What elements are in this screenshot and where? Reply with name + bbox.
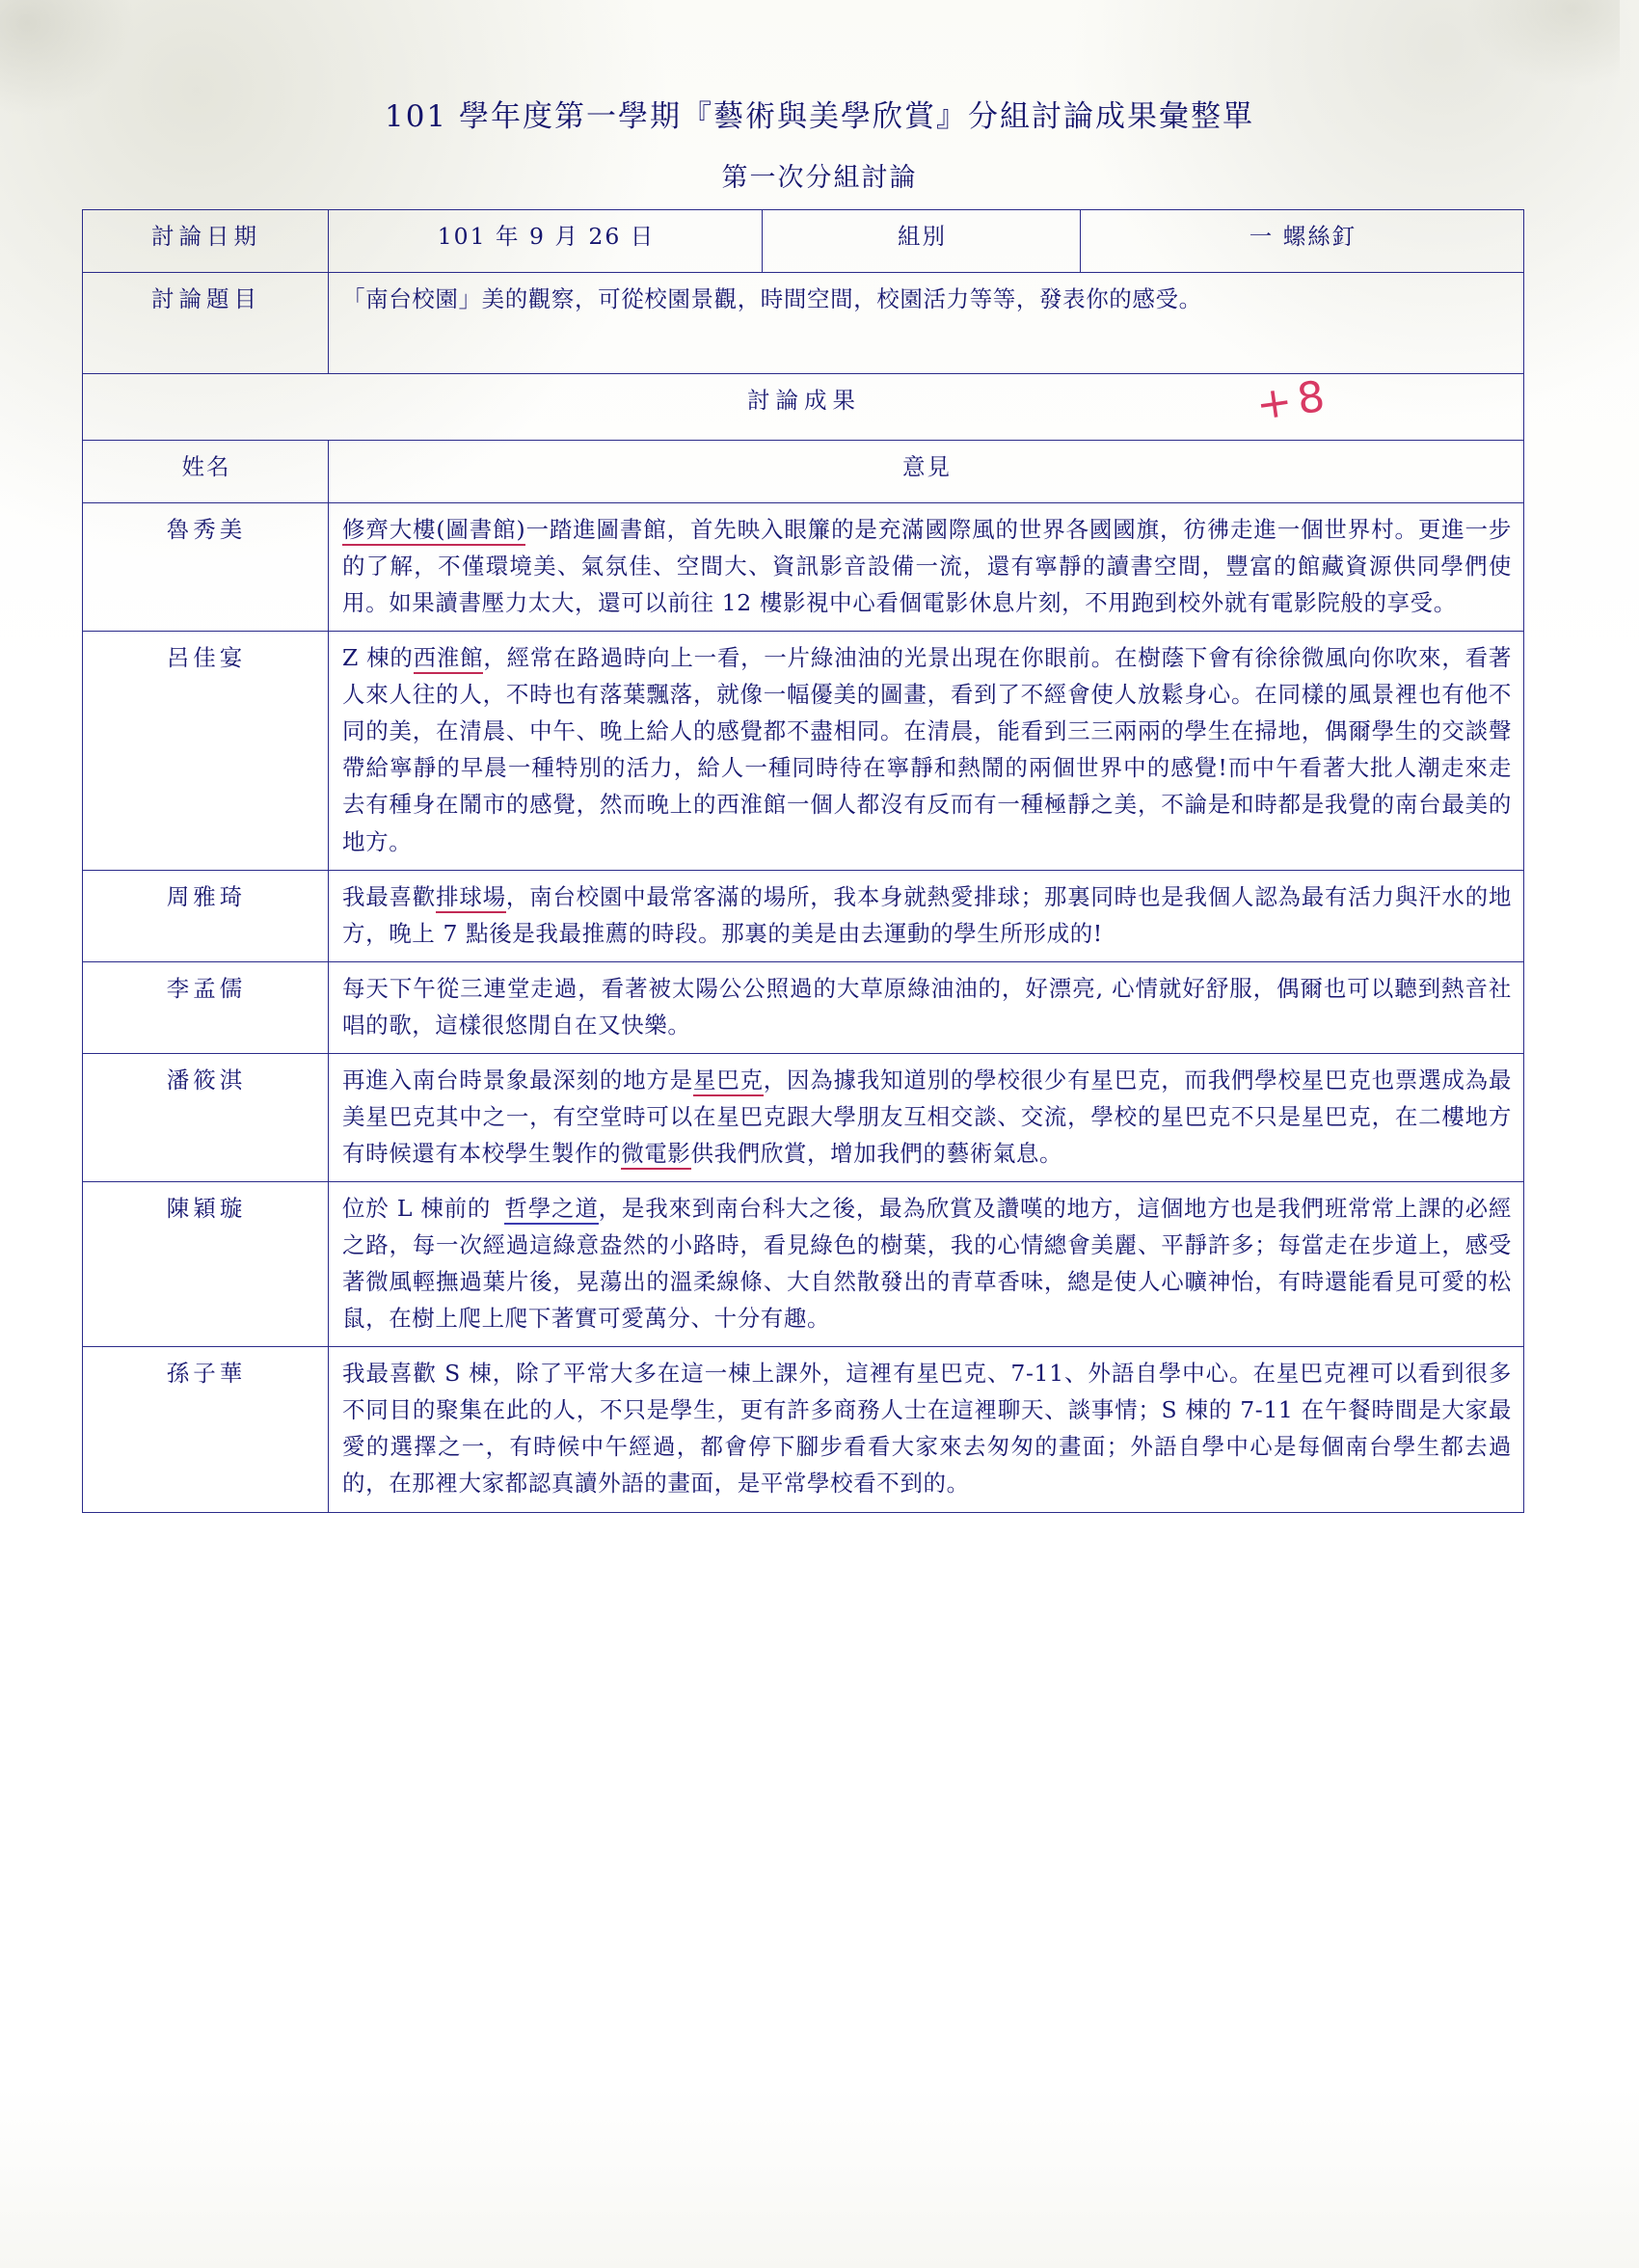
student-opinion: [329, 632, 1524, 870]
scan-smudge-right: [1465, 0, 1620, 87]
topic-value: 「南台校園」美的觀察，可從校園景觀，時間空間，校園活力等等，發表你的感受。: [329, 273, 1524, 374]
table-row-results-banner: [83, 374, 1524, 441]
opinion-text: ，是我來到南台科大之後，最為欣賞及讚嘆的地方，這個地方也是我們班常常上課的必經之路，每一次經過這綠意盎然的小路時，看見綠色的樹葉，我的心情總會美麗、平靜許多；每當走在步道上，感受著微風輕撫過葉片後，晃蕩出的溫柔線條、大自然散發出的青草香味，總是使人心曠神怡，有時還能看見可愛的松鼠，在樹上爬上爬下著實可愛萬分、十分有趣。: [342, 1195, 1512, 1333]
discussion-form-table: [82, 209, 1524, 1513]
table-row-date: [83, 210, 1524, 273]
opinion-text-2: 供我們欣賞，增加我們的藝術氣息。: [690, 1139, 1063, 1167]
table-row: [83, 1053, 1524, 1181]
opinion-text: 一踏進圖書館，首先映入眼簾的是充滿國際風的世界各國國旗，彷彿走進一個世界村。更進一步的了解，不僅環境美、氣氛佳、空間大、資訊影音設備一流，還有寧靜的讀書空間，豐富的館藏資源供同學們使用。如果讀書壓力太大，還可以前往 12 樓影視中心看個電影休息片刻，不用跑到校外就有電影院般的享受。: [342, 516, 1512, 617]
student-opinion: [329, 503, 1524, 632]
table-row: [83, 961, 1524, 1053]
student-opinion: 每天下午從三連堂走過，看著被太陽公公照過的大草原綠油油的，好漂亮, 心情就好舒服，偶爾也可以聽到熱音社唱的歌，這樣很悠閒自在又快樂。: [329, 961, 1524, 1053]
student-opinion: [329, 1182, 1524, 1347]
opinion-highlight: 星巴克: [693, 1066, 764, 1096]
table-row-topic: [83, 273, 1524, 374]
group-label: 組別: [763, 210, 1081, 273]
student-name: 呂佳宴: [83, 632, 329, 870]
results-banner-text: 討論成果: [747, 387, 861, 414]
opinion-highlight-2: 微電影: [621, 1140, 690, 1170]
student-opinion: [329, 1053, 1524, 1181]
topic-label: 討論題目: [83, 273, 329, 374]
table-row-column-headers: [83, 441, 1524, 503]
opinion-highlight: 哲學之道: [504, 1195, 598, 1225]
opinion-prefix: 再進入南台時景象最深刻的地方是: [342, 1066, 693, 1094]
document-body: [82, 92, 1557, 1513]
date-value: 101 年 9 月 26 日: [329, 210, 763, 273]
results-banner: [83, 370, 1524, 441]
opinion-prefix: Z 棟的: [342, 644, 414, 672]
student-opinion: 我最喜歡 S 棟，除了平常大多在這一棟上課外，這裡有星巴克、7-11、外語自學中心。在星巴克裡可以看到很多不同目的聚集在此的人，不只是學生，更有許多商務人士在這裡聊天、談事情；S 棟的 7-11 在午餐時間是大家最愛的選擇之一，有時候中午經過，都會停下腳步看看大家來去匆匆的畫面；外語自學中心是每個南台學生都去過的，在那裡大家都認真讀外語的畫面，是平常學校看不到的。: [329, 1347, 1524, 1512]
table-row: [83, 1182, 1524, 1347]
column-header-name: 姓名: [83, 441, 329, 503]
opinion-text: ，經常在路過時向上一看，一片綠油油的光景出現在你眼前。在樹蔭下會有徐徐微風向你吹來，看著人來人往的人，不時也有落葉飄落，就像一幅優美的圖畫，看到了不經會使人放鬆身心。在同樣的風景裡也有他不同的美，在清晨、中午、晚上給人的感覺都不盡相同。在清晨，能看到三三兩兩的學生在掃地，偶爾學生的交談聲帶給寧靜的早晨一種特別的活力，給人一種同時待在寧靜和熱鬧的兩個世界中的感覺!而中午看著大批人潮走來走去有種身在鬧市的感覺，然而晚上的西淮館一個人都沒有反而有一種極靜之美，不論是和時都是我覺的南台最美的地方。: [342, 644, 1512, 855]
opinion-highlight: 排球場: [436, 883, 506, 913]
column-header-opinion: 意見: [329, 441, 1524, 503]
table-row: [83, 870, 1524, 961]
opinion-prefix: 位於 L 棟前的: [342, 1195, 492, 1222]
opinion-highlight: 修齊大樓(圖書館): [342, 516, 525, 546]
student-opinion: [329, 870, 1524, 961]
opinion-prefix: 我最喜歡: [342, 882, 437, 910]
table-row: [83, 632, 1524, 870]
page-title: 101 學年度第一學期『藝術與美學欣賞』分組討論成果彙整單: [384, 99, 1255, 134]
student-name: 潘筱淇: [83, 1053, 329, 1181]
student-name: 魯秀美: [83, 503, 329, 632]
opinion-highlight: 西淮館: [414, 644, 484, 674]
date-label: 討論日期: [83, 210, 329, 273]
student-name: 陳穎璇: [83, 1182, 329, 1347]
table-row: [83, 503, 1524, 632]
grading-mark: +8: [1252, 370, 1334, 431]
student-name: 孫子華: [83, 1347, 329, 1512]
table-row: [83, 1347, 1524, 1512]
student-name: 李孟儒: [83, 961, 329, 1053]
page-subtitle: 第一次分組討論: [721, 163, 918, 193]
opinion-text: ，南台校園中最常客滿的場所，我本身就熱愛排球；那裏同時也是我個人認為最有活力與汗水的地方，晚上 7 點後是我最推薦的時段。那裏的美是由去運動的學生所形成的!: [342, 882, 1512, 947]
student-name: 周雅琦: [83, 870, 329, 961]
group-value: 一 螺絲釘: [1081, 210, 1524, 273]
opinion-text: ，因為據我知道別的學校很少有星巴克，而我們學校星巴克也票選成為最美星巴克其中之一，有空堂時可以在星巴克跟大學朋友互相交談、交流，學校的星巴克不只是星巴克，在二樓地方有時候還有本校學生製作的: [342, 1066, 1513, 1167]
